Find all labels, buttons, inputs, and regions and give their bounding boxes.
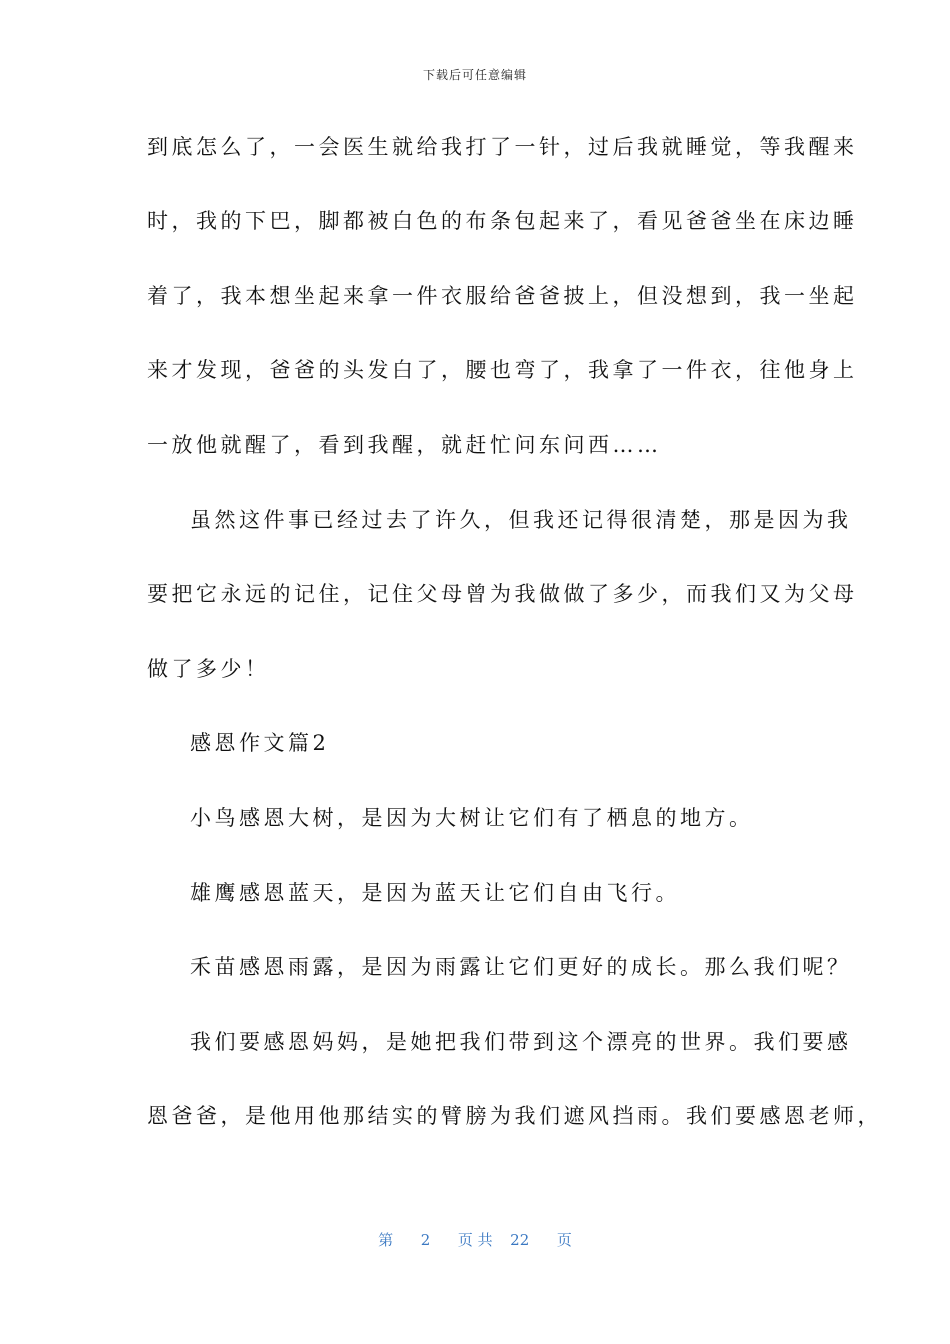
body-line: 来才发现，爸爸的头发白了，腰也弯了，我拿了一件衣，往他身上 [147, 358, 858, 382]
body-line: 时，我的下巴，脚都被白色的布条包起来了，看见爸爸坐在床边睡 [147, 209, 858, 233]
footer-page-number: 2 [420, 1231, 431, 1249]
page-footer [0, 1229, 950, 1250]
body-line: 恩爸爸，是他用他那结实的臂膀为我们遮风挡雨。我们要感恩老师， [147, 1104, 882, 1128]
page-header: 下载后可任意编辑 [422, 68, 527, 82]
body-line: 我们要感恩妈妈，是她把我们带到这个漂亮的世界。我们要感 [190, 1030, 852, 1054]
body-line: 一放他就醒了，看到我醒，就赶忙问东问西…… [147, 433, 662, 457]
footer-prefix: 第 [378, 1231, 394, 1249]
footer-total-pages: 22 [510, 1231, 530, 1249]
body-line: 小鸟感恩大树，是因为大树让它们有了栖息的地方。 [190, 806, 754, 830]
footer-middle: 页 共 [457, 1231, 493, 1249]
body-line: 做了多少！ [147, 657, 270, 681]
body-line: 禾苗感恩雨露，是因为雨露让它们更好的成长。那么我们呢？ [190, 955, 852, 979]
body-line: 着了，我本想坐起来拿一件衣服给爸爸披上，但没想到，我一坐起 [147, 284, 858, 308]
body-line: 雄鹰感恩蓝天，是因为蓝天让它们自由飞行。 [190, 881, 680, 905]
body-line: 虽然这件事已经过去了许久，但我还记得很清楚，那是因为我 [190, 508, 852, 532]
body-line: 要把它永远的记住，记住父母曾为我做做了多少，而我们又为父母 [147, 582, 858, 606]
footer-suffix: 页 [556, 1231, 572, 1249]
body-line: 到底怎么了，一会医生就给我打了一针，过后我就睡觉，等我醒来 [147, 135, 858, 159]
section-heading: 感恩作文篇2 [190, 731, 330, 755]
